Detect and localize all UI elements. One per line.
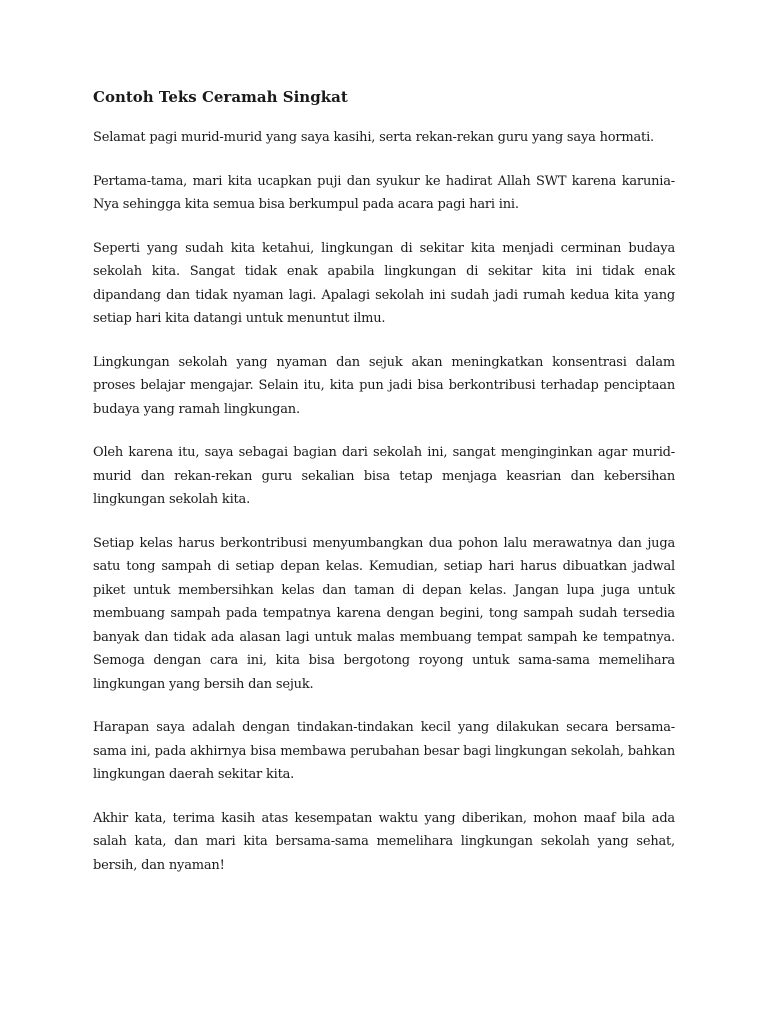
paragraph-environment: Seperti yang sudah kita ketahui, lingkungan di sekitar kita menjadi cerminan budaya sekolah kita. Sangat tidak enak apabila lingkungan di sekitar kita ini tidak enak dipandang dan tidak nyaman lagi. Apalagi sekolah ini sudah jadi rumah kedua kita yang setiap hari kita datangi untuk menuntut ilmu. bbox=[93, 240, 675, 326]
paragraph-request: Oleh karena itu, saya sebagai bagian dari sekolah ini, sangat menginginkan agar murid-murid dan rekan-rekan guru sekalian bisa tetap menjaga keasrian dan kebersihan lingkungan sekolah kita. bbox=[93, 445, 675, 507]
paragraph-closing: Akhir kata, terima kasih atas kesempatan waktu yang diberikan, mohon maaf bila ada salah kata, dan mari kita bersama-sama memelihara lingkungan sekolah yang sehat, bersih, dan nyaman! bbox=[93, 810, 675, 873]
paragraph-comfort: Lingkungan sekolah yang nyaman dan sejuk akan meningkatkan konsentrasi dalam proses belajar mengajar. Selain itu, kita pun jadi bisa berkontribusi terhadap penciptaan budaya yang ramah lingkungan. bbox=[93, 354, 675, 417]
paragraph-greeting: Selamat pagi murid-murid yang saya kasihi, serta rekan-rekan guru yang saya hormati. bbox=[93, 130, 654, 145]
document-title: Contoh Teks Ceramah Singkat bbox=[93, 88, 348, 106]
paragraph-actions: Setiap kelas harus berkontribusi menyumbangkan dua pohon lalu merawatnya dan juga satu tong sampah di setiap depan kelas. Kemudian, setiap hari harus dibuatkan jadwal piket untuk membersihkan kelas dan taman di depan kelas. Jangan lupa juga untuk membuang sampah pada tempatnya karena dengan begini, tong sampah sudah tersedia banyak dan tidak ada alasan lagi untuk malas membuang tempat sampah ke tempatnya. Semoga dengan cara ini, kita bisa bergotong royong untuk sama-sama memelihara lingkungan yang bersih dan sejuk. bbox=[93, 535, 675, 692]
paragraph-hope: Harapan saya adalah dengan tindakan-tindakan kecil yang dilakukan secara bersama-sama ini, pada akhirnya bisa membawa perubahan besar bagi lingkungan sekolah, bahkan lingkungan daerah sekitar kita. bbox=[93, 720, 675, 782]
document-body bbox=[93, 86, 675, 897]
paragraph-opening: Pertama-tama, mari kita ucapkan puji dan syukur ke hadirat Allah SWT karena karunia-Nya sehingga kita semua bisa berkumpul pada acara pagi hari ini. bbox=[93, 173, 675, 212]
